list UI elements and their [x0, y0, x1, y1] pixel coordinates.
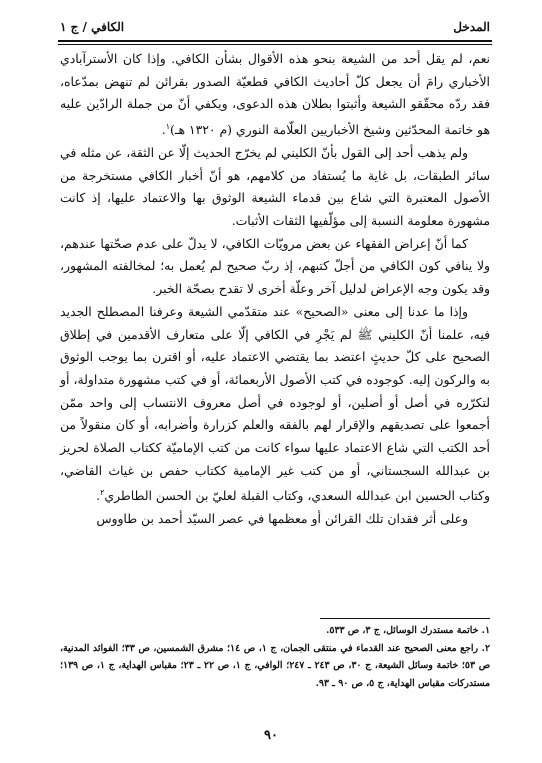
paragraph-5: وعلى أثر فقدان تلك القرائن أو معظمها في عصر السيّد أحمد بن طاووس [96, 511, 468, 527]
book-volume-title: الكافي / ج ١ [60, 20, 125, 34]
header-rule [58, 40, 492, 42]
footnote-ref-1[interactable]: ١ [165, 122, 170, 132]
paragraph-1: نعم، لم يقل أحد من الشيعة بنحو هذه الأقوال بشأن الكافي. وإذا كان الأسترآبادي الأخباري رامَ أن يجعل كلّ أحاديث الكافي قطعيّة الصدور بقرائن لم تنهض بمدّعاه، فقد ردّه محقّقو الشيعة وأثبتوا بطلان هذه الدعوى، ويكفي أنّ من جملة الرادّين عليه هو خاتمة المحدّثين وشيخ الأخباريين العلّامة النوري (م ١٣٢٠ هـ)$^١$. [60, 51, 490, 138]
footnote-ref-2[interactable]: ٢ [100, 488, 105, 498]
footnotes [60, 622, 490, 692]
paragraph-2: ولم يذهب أحد إلى القول بأنّ الكليني لم يخرّج الحديث إلّا عن الثقة، عن مثله في سائر الطبقات، بل غاية ما يُستفاد من كلامهم، هو أنّ أخبار الكافي مستخرجة من الأصول المعتبرة التي شاع بين قدماء الشيعة الوثوق بها والاعتماد عليها، إذ كانت مشهورة معلومة النسبة إلى مؤلّفيها الثقات الأثبات. [60, 144, 490, 229]
page-number: ٩٠ [264, 728, 278, 743]
footnote-1: ١. خاتمة مستدرك الوسائل، ج ٣، ص ٥٣٣. [326, 625, 490, 636]
section-title: المدخل [453, 20, 490, 34]
main-text [60, 48, 490, 531]
footnote-separator [320, 618, 490, 619]
header-rule-thin [58, 44, 492, 45]
running-header [60, 18, 490, 40]
paragraph-4: وإذا ما عدنا إلى معنى «الصحيح» عند متقدّمي الشيعة وعرفنا المصطلح الجديد فيه، علمنا أنّ الكليني ﷺ لم يَجْرِ في الكافي إلّا على متعارف الأقدمين في إطلاق الصحيح على كلّ حديثٍ اعتضد بما يقتضي الاعتماد عليه، أو اقترن بما يوجب الوثوق به والركون إليه. كوجوده في كتب الأصول الأربعمائة، أو في كتب مشهورة متداولة، أو لتكرّره في أصل أو أصلين، أو لوجوده في أصل معروف الانتساب إلى واحد ممّن أجمعوا على تصديقهم والإقرار لهم بالفقه والعلم كزرارة وأضرابه، أو كان منقولاً من أحد الكتب التي شاع الاعتماد عليها سواء كانت من كتب الإماميّة ككتاب الصلاة لحريز بن عبدالله السجستاني، أو من كتب غير الإمامية ككتاب حفص بن غياث القاضي، وكتاب الحسين ابن عبدالله السعدي، وكتاب القبلة لعليّ بن الحسن الطاطري$^٢$. [60, 303, 490, 504]
footnote-2: ٢. راجع معنى الصحيح عند القدماء في منتقى الجمان، ج ١، ص ١٤؛ مشرق الشمسين، ص ٣٣؛ الفوائد المدنية، ص ٥٣؛ خاتمة وسائل الشيعة، ج ٣٠، ص ٢٤٣ ـ ٢٤٧؛ الوافي، ج ١، ص ٢٢ ـ ٢٣؛ مقباس الهداية، ج ١، ص ١٣٩؛ مستدركات مقباس الهداية، ج ٥، ص ٩٠ ـ ٩٣. [60, 642, 491, 689]
paragraph-3: كما أنّ إعراض الفقهاء عن بعض مرويّات الكافي، لا يدلّ على عدم صحّتها عندهم، ولا ينافي كون الكافي من أجلّ كتبهم، إذ ربّ صحيح لم يُعمل به؛ لمخالفته المشهور، وقد يكون وجه الإعراض لدليل آخر وعلّة أخرى لا تقدح بصحّة الخبر. [60, 235, 490, 297]
